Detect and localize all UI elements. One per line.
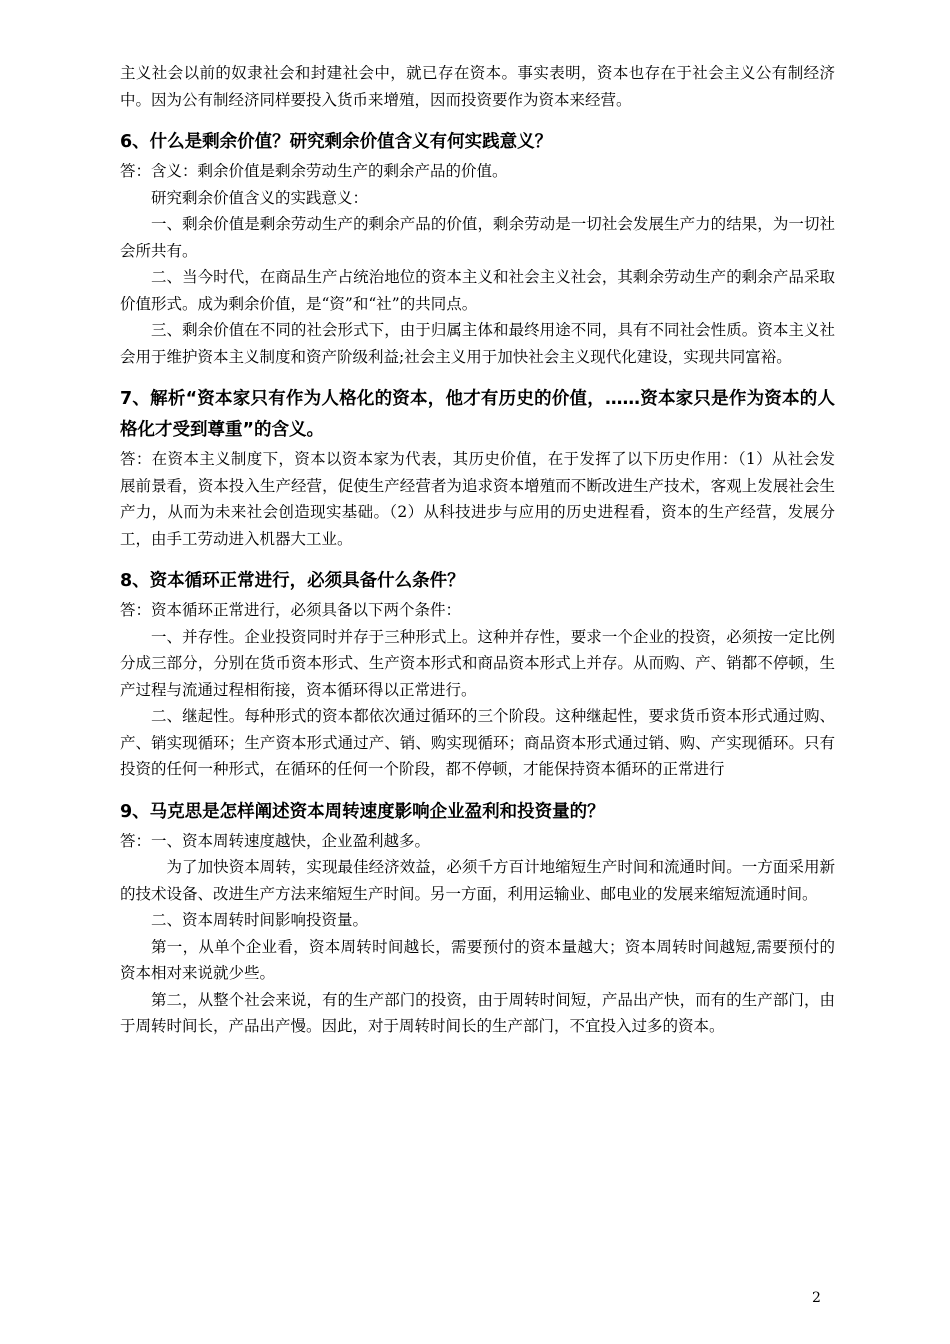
answer-paragraph: 第二，从整个社会来说，有的生产部门的投资，由于周转时间短，产品出产快，而有的生产部门，由于周转时间长，产品出产慢。因此，对于周转时间长的生产部门，不宜投入过多的资本。 [120, 990, 835, 1035]
answer-paragraph: 研究剩余价值含义的实践意义： [151, 188, 369, 207]
answer-paragraph: 答：在资本主义制度下，资本以资本家为代表，其历史价值，在于发挥了以下历史作用：（1）从社会发展前景看，资本投入生产经营，促使生产经营者为追求资本增殖而不断改进生产技术，客观上发展社会生产力，从而为未来社会创造现实基础。（2）从科技进步与应用的历史进程看，资本的生产经营，发展分工，由手工劳动进入机器大工业。 [120, 450, 835, 548]
document-page [120, 60, 835, 1040]
answer-paragraph: 二、资本周转时间影响投资量。 [151, 911, 369, 929]
answer-paragraph: 一、并存性。企业投资同时并存于三种形式上。这种并存性，要求一个企业的投资，必须按一定比例分成三部分，分别在货币资本形式、生产资本形式和商品资本形式上并存。从而购、产、销都不停顿，生产过程与流通过程相衔接，资本循环得以正常进行。 [120, 627, 835, 699]
answer-paragraph: 答：一、资本周转速度越快，企业盈利越多。 [120, 831, 431, 850]
section-q6 [120, 127, 835, 370]
answer-paragraph: 答：资本循环正常进行，必须具备以下两个条件： [120, 601, 462, 619]
answer-paragraph: 二、当今时代，在商品生产占统治地位的资本主义和社会主义社会，其剩余劳动生产的剩余产品采取价值形式。成为剩余价值，是“资”和“社”的共同点。 [120, 268, 835, 313]
answer-paragraph: 二、继起性。每种形式的资本都依次通过循环的三个阶段。这种继起性，要求货币资本形式通过购、产、销实现循环；生产资本形式通过产、销、购实现循环；商品资本形式通过销、购、产实现循环。只有投资的任何一种形式，在循环的任何一个阶段，都不停顿，才能保持资本循环的正常进行 [120, 707, 835, 778]
intro-paragraph: 主义社会以前的奴隶社会和封建社会中，就已存在资本。事实表明，资本也存在于社会主义公有制经济中。因为公有制经济同样要投入货币来增殖，因而投资要作为资本来经营。 [120, 64, 835, 109]
section-q8 [120, 566, 835, 783]
section-q7 [120, 384, 835, 552]
section-q9 [120, 797, 835, 1040]
question-heading: 9、马克思是怎样阐述资本周转速度影响企业盈利和投资量的？ [120, 801, 605, 822]
question-heading: 8、资本循环正常进行，必须具备什么条件？ [120, 571, 465, 591]
answer-paragraph: 一、剩余价值是剩余劳动生产的剩余产品的价值，剩余劳动是一切社会发展生产力的结果，为一切社会所共有。 [120, 215, 835, 260]
page-number: 2 [812, 1290, 821, 1306]
question-heading: 6、什么是剩余价值？研究剩余价值含义有何实践意义？ [120, 132, 553, 152]
answer-paragraph: 答：含义：剩余价值是剩余劳动生产的剩余产品的价值。 [120, 162, 508, 180]
question-heading: 7、解析“资本家只有作为人格化的资本，他才有历史的价值，……资本家只是作为资本的人格化才受到尊重”的含义。 [120, 389, 835, 440]
answer-paragraph: 为了加快资本周转，实现最佳经济效益，必须千方百计地缩短生产时间和流通时间。一方面采用新的技术设备、改进生产方法来缩短生产时间。另一方面，利用运输业、邮电业的发展来缩短流通时间。 [120, 858, 835, 903]
answer-paragraph: 三、剩余价值在不同的社会形式下，由于归属主体和最终用途不同，具有不同社会性质。资本主义社会用于维护资本主义制度和资产阶级利益;社会主义用于加快社会主义现代化建设，实现共同富裕。 [120, 321, 835, 366]
answer-paragraph: 第一，从单个企业看，资本周转时间越长，需要预付的资本量越大；资本周转时间越短,需要预付的资本相对来说就少些。 [120, 937, 835, 982]
